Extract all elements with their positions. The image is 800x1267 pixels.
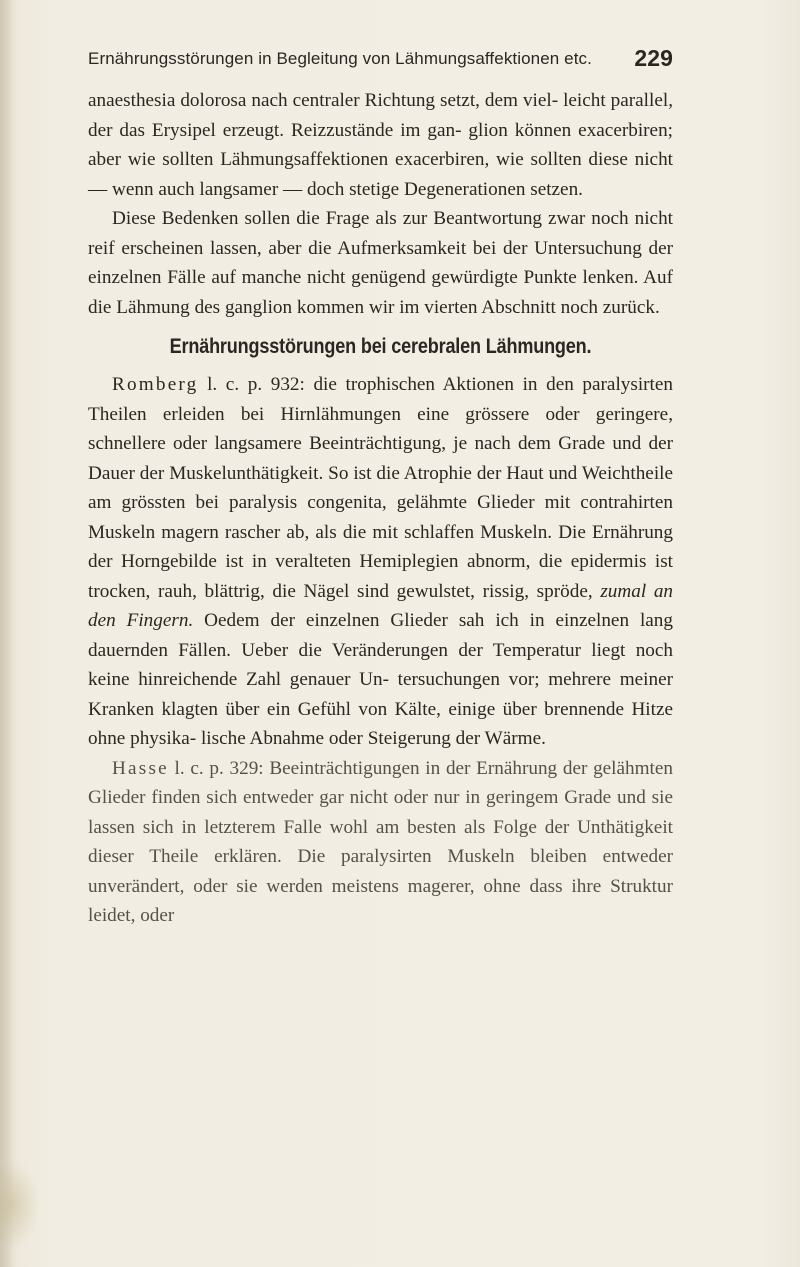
page-number: 229 [634, 45, 673, 71]
section-heading: Ernährungsstörungen bei cerebralen Lähmungen. [169, 335, 592, 358]
author-romberg: Romberg [112, 374, 199, 395]
paragraph-4-text: l. c. p. 329: Beeinträchtigungen in der Ernährung der gelähmten Glieder finden sich entweder gar nicht oder nur in geringem Grade und sie lassen sich in letzterem Falle wohl am besten als Folge der Unthätigkeit dieser Theile erklären. Die paralysirten Muskeln bleiben entweder unverändert, oder sie werden meistens magerer, ohne dass ihre Struktur leidet, oder [88, 757, 673, 926]
paragraph-1: anaesthesia dolorosa nach centraler Richtung setzt, dem viel- leicht parallel, der das Erysipel erzeugt. Reizzustände im gan- glion können exacerbiren; aber wie sollten Lähmungsaffektionen exacerbiren, wie sollten diese nicht — wenn auch langsamer — doch stetige Degenerationen setzen. [88, 90, 673, 200]
page-body [88, 86, 673, 931]
paragraph-2: Diese Bedenken sollen die Frage als zur Beantwortung zwar noch nicht reif erscheinen lassen, aber die Aufmerksamkeit bei der Untersuchung der einzelnen Fälle auf manche nicht genügend gewürdigte Punkte lenken. Auf die Lähmung des ganglion kommen wir im vierten Abschnitt noch zurück. [88, 208, 673, 318]
paper-stain [0, 1160, 40, 1250]
running-header-title: Ernährungsstörungen in Begleitung von Lähmungsaffektionen etc. [88, 49, 592, 68]
paragraph-3-italic: zumal an den Fingern. [88, 580, 674, 631]
paragraph-4 [88, 754, 673, 931]
page-gutter-shadow [0, 0, 14, 1267]
running-header [88, 45, 673, 79]
paragraph-3-text: l. c. p. 932: die trophischen Aktionen in den paralysirten Theilen erleiden bei Hirnlähmungen eine grössere oder geringere, schnellere oder langsamere Beeinträchtigung, je nach dem Grade und der Dauer der Muskelunthätigkeit. So ist die Atrophie der Haut und Weichtheile am grössten bei paralysis congenita, gelähmte Glieder mit contrahirten Muskeln magern rascher ab, als die mit schlaffen Muskeln. Die Ernährung der Horngebilde ist in veralteten Hemiplegien abnorm, die epidermis ist trocken, rauh, blättrig, die Nägel sind gewulstet, rissig, spröde, [88, 374, 673, 602]
paragraph-3 [88, 370, 673, 754]
author-hasse: Hasse [112, 757, 169, 779]
paragraph-3-text-2: Oedem der einzelnen Glieder sah ich in einzelnen lang dauernden Fällen. Ueber die Veränderungen der Temperatur liegt noch keine hinreichende Zahl genauer Un- tersuchungen vor; mehrere meiner Kranken klagten über ein Gefühl von Kälte, einige über brennende Hitze ohne physika- lische Abnahme oder Steigerung der Wärme. [88, 610, 673, 749]
